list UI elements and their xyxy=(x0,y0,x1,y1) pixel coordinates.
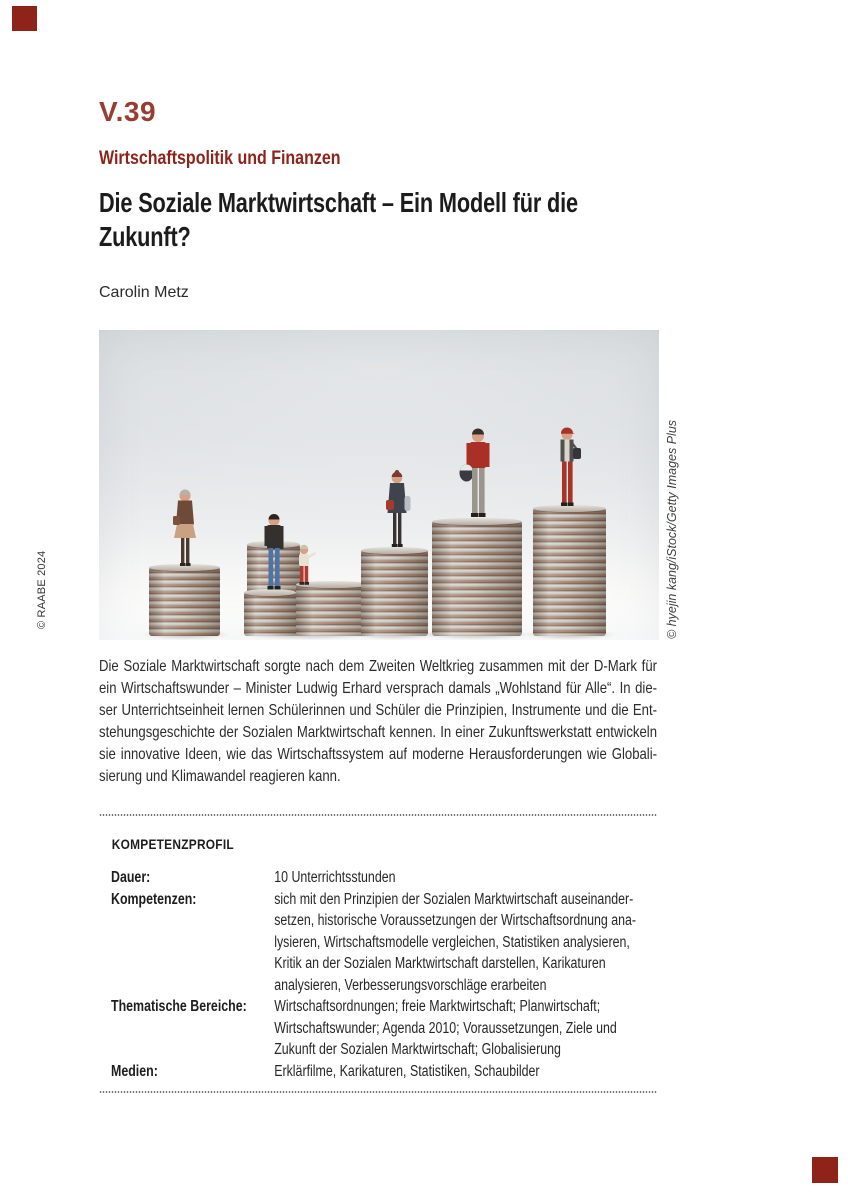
text-line: lysieren, Wirtschaftsmodelle vergleichen, Statistiken analysieren, xyxy=(274,933,630,951)
raabe-copyright: © RAABE 2024 xyxy=(36,550,48,629)
content-column xyxy=(99,0,657,1200)
kompetenzprofil-row xyxy=(99,867,657,889)
dotted-rule-bottom xyxy=(99,1091,657,1093)
coin-stack xyxy=(296,584,370,636)
author-name: Carolin Metz xyxy=(99,284,189,301)
figure-woman-red-bag xyxy=(377,469,417,551)
row-value xyxy=(274,867,657,889)
subject-line: Wirtschaftspolitik und Finanzen xyxy=(99,147,341,169)
row-value xyxy=(274,996,657,1061)
unit-code: V.39 xyxy=(99,96,157,127)
page-title xyxy=(99,186,652,254)
kompetenzprofil-heading: KOMPETENZPROFIL xyxy=(111,836,234,852)
dotted-rule-top xyxy=(99,814,657,816)
kompetenzprofil-row xyxy=(99,996,657,1061)
text-line: setzen, historische Voraussetzungen der Wirtschaftsordnung ana- xyxy=(274,912,637,929)
kompetenzprofil-row xyxy=(99,1061,657,1083)
kompetenzprofil-row xyxy=(99,889,657,997)
text-line: Kritik an der Sozialen Marktwirtschaft darstellen, Karikaturen xyxy=(274,955,606,972)
text-line: ser Unterrichtseinheit lernen Schülerinnen und Schüler die Prinzipien, Instrumente und die Ent- xyxy=(99,702,658,719)
coin-stack xyxy=(533,508,606,636)
trim-mark-top-left xyxy=(12,6,37,31)
photo-credit: © hyejin kang/iStock/Getty Images Plus xyxy=(665,419,679,639)
text-line: 10 Unterrichtsstunden xyxy=(274,869,396,886)
text-line: Wirtschaftsordnungen; freie Marktwirtschaft; Planwirtschaft; xyxy=(274,998,601,1015)
row-label: Kompetenzen: xyxy=(111,890,197,908)
figure-elderly-woman xyxy=(165,487,205,567)
row-value xyxy=(274,1061,657,1083)
row-value xyxy=(274,889,657,997)
trim-mark-bottom-right xyxy=(812,1157,838,1183)
text-line: Wirtschaftswunder; Agenda 2010; Voraussetzungen, Ziele und xyxy=(274,1019,617,1037)
text-line: sie innovative Ideen, wie das Wirtschaftssystem auf moderne Herausforderungen wie Globali- xyxy=(99,746,658,763)
text-line: Zukunft der Sozialen Marktwirtschaft; Globalisierung xyxy=(274,1041,561,1058)
coin-stack xyxy=(149,567,220,636)
coin-stack xyxy=(361,550,428,636)
text-line: ein Wirtschaftswunder – Minister Ludwig Erhard versprach damals „Wohlstand für Alle“. In die- xyxy=(99,680,658,697)
figure-child xyxy=(292,544,318,590)
figure-man-red-shirt xyxy=(456,427,500,521)
intro-paragraph xyxy=(99,656,657,788)
coin-stack xyxy=(244,592,296,636)
text-line: Erklärfilme, Karikaturen, Statistiken, Schaubilder xyxy=(274,1062,540,1080)
coin-stacks-photo xyxy=(99,330,659,640)
text-line: Die Soziale Marktwirtschaft – Ein Modell für die xyxy=(99,187,578,218)
kompetenzprofil-table xyxy=(99,867,657,1082)
row-label: Dauer: xyxy=(111,869,151,886)
row-label: Medien: xyxy=(111,1062,158,1080)
text-line: Die Soziale Marktwirtschaft sorgte nach dem Zweiten Weltkrieg zusammen mit der D-Mark für xyxy=(99,658,658,675)
figure-red-cap xyxy=(547,425,587,509)
row-label: Thematische Bereiche: xyxy=(111,998,247,1015)
text-line: analysieren, Verbesserungsvorschläge erarbeiten xyxy=(274,976,547,994)
text-line: sierung und Klimawandel reagieren kann. xyxy=(99,768,341,785)
text-line: Zukunft? xyxy=(99,221,191,252)
text-line: stehungsgeschichte der Sozialen Marktwirtschaft kennen. In einer Zukunftswerkstatt entwickeln xyxy=(99,724,658,741)
coin-stack xyxy=(432,521,522,636)
figure-man-jeans xyxy=(254,512,294,592)
text-line: sich mit den Prinzipien der Sozialen Marktwirtschaft auseinander- xyxy=(274,890,634,908)
